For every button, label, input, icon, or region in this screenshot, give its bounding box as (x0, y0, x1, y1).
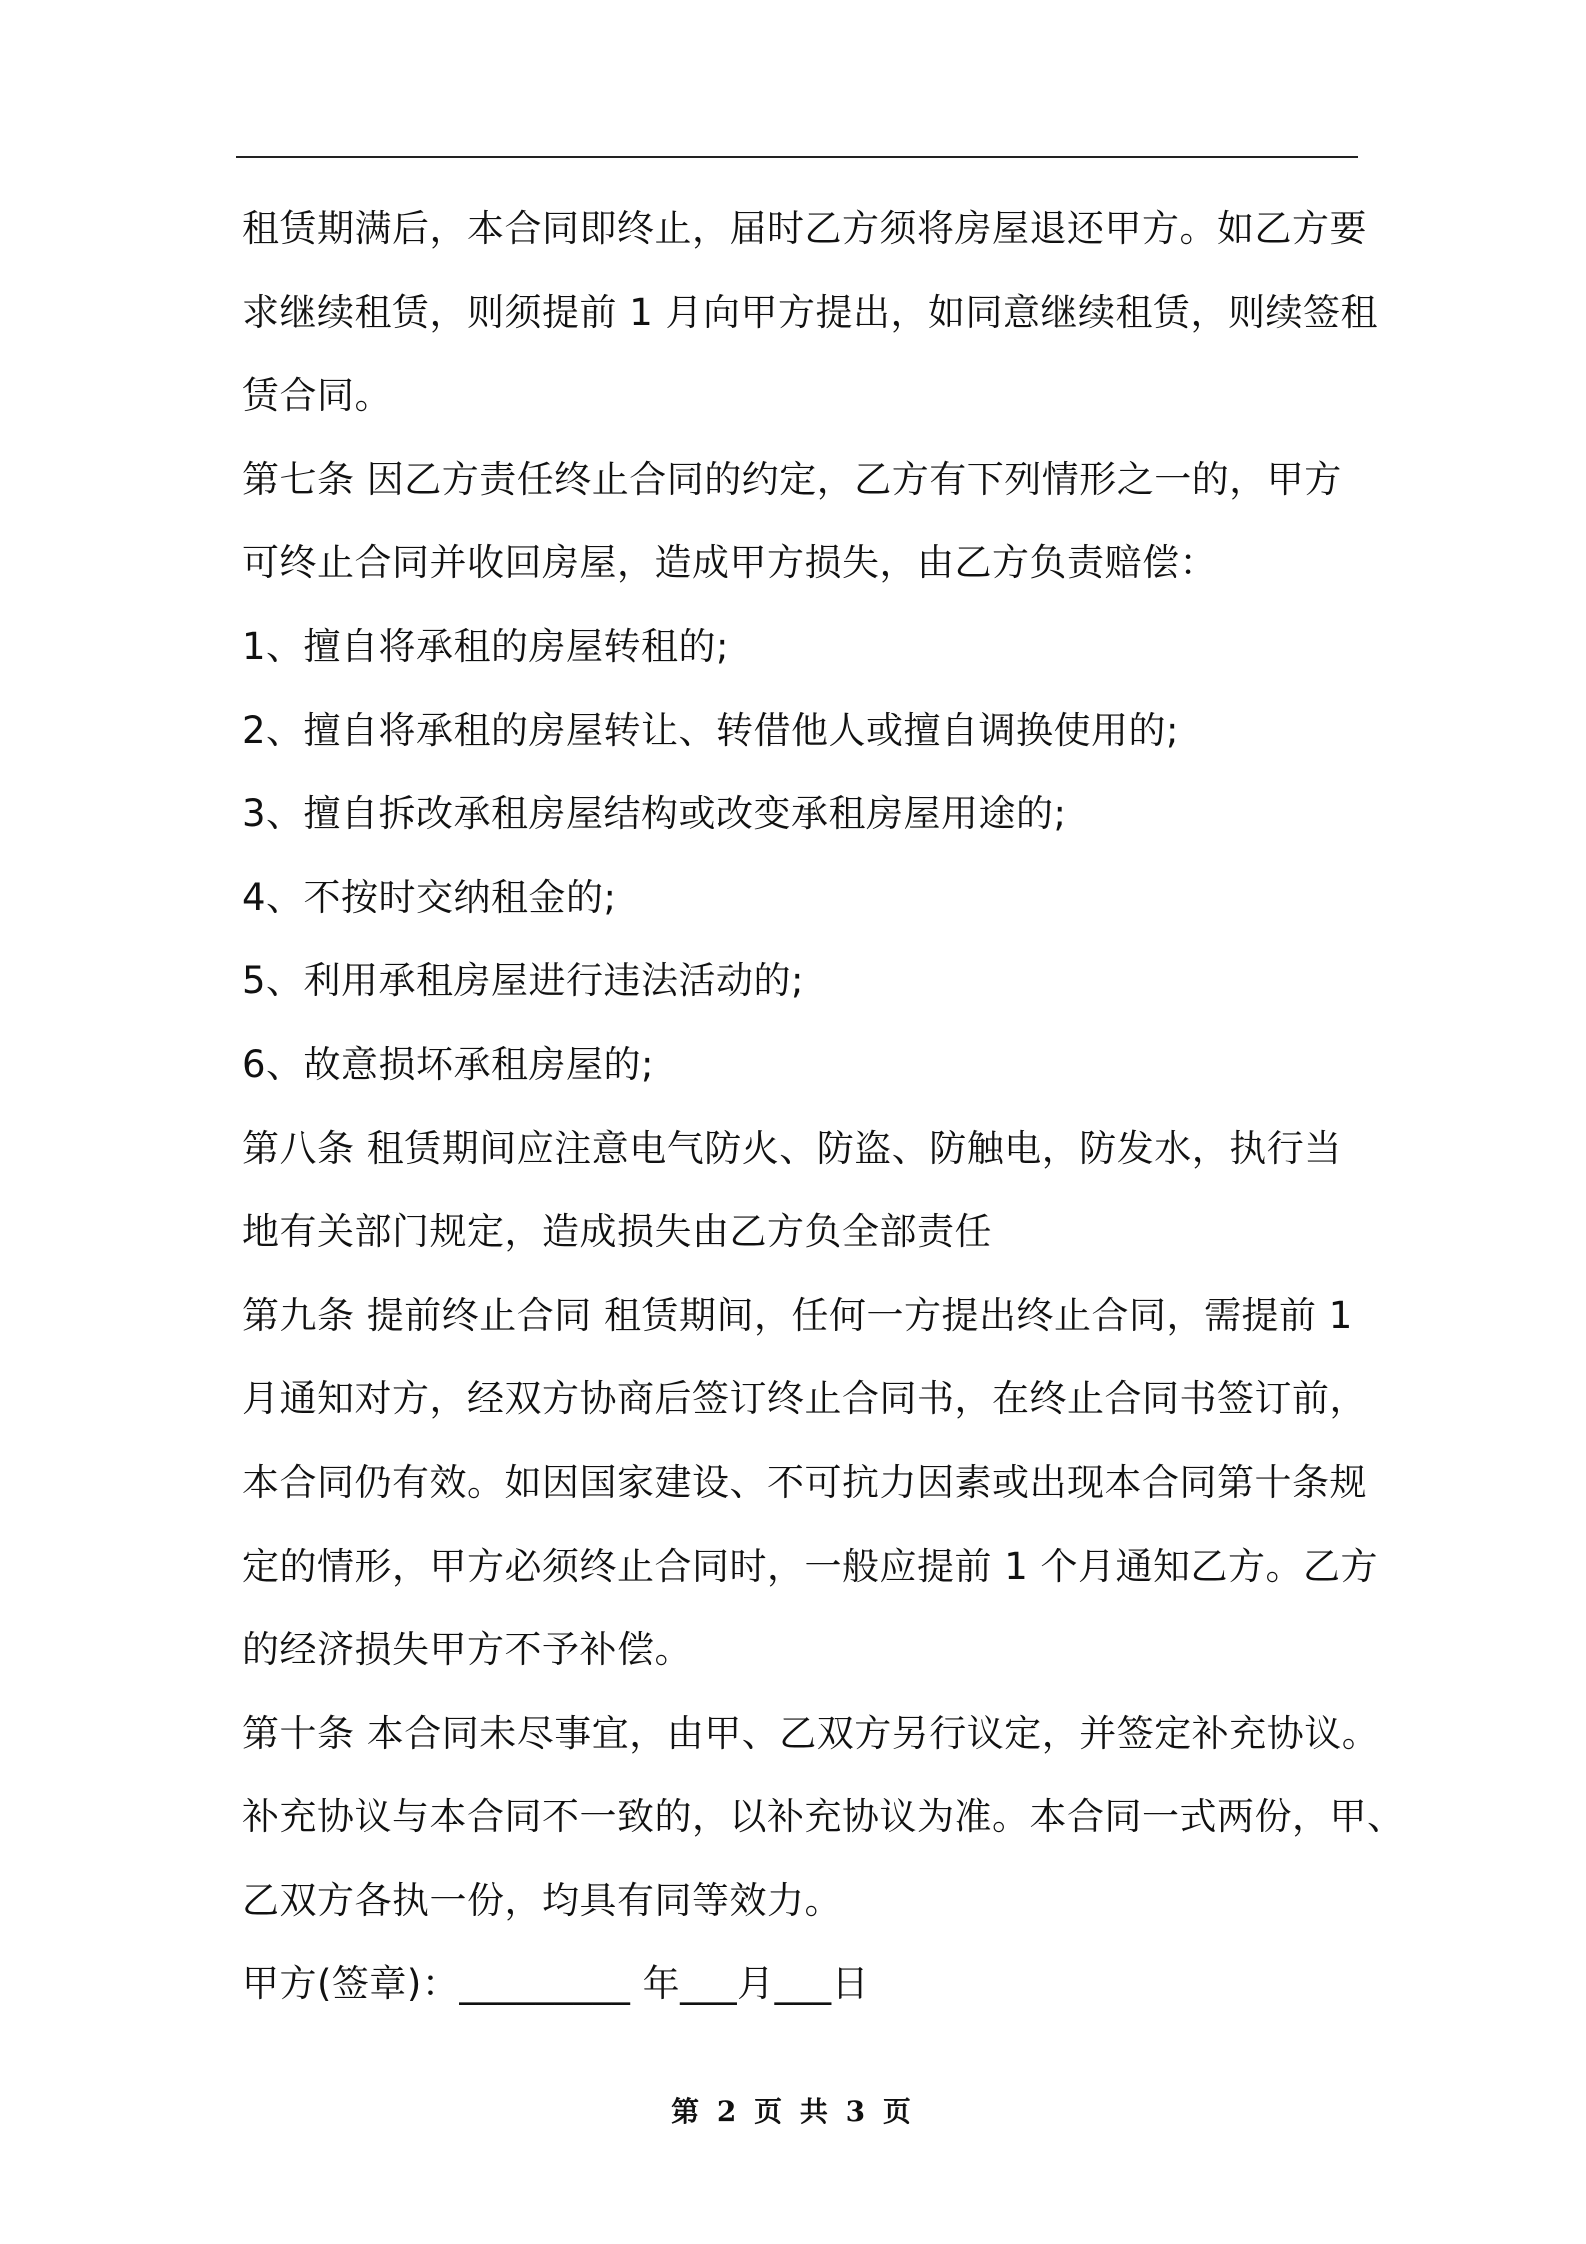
list-item: 2、擅自将承租的房屋转让、转借他人或擅自调换使用的; (242, 708, 1180, 752)
article-10-heading: 第十条 本合同未尽事宜，由甲、乙双方另行议定，并签定补充协议。 (242, 1711, 1380, 1755)
list-item: 6、故意损坏承租房屋的; (242, 1042, 655, 1086)
list-item: 4、不按时交纳租金的; (242, 875, 617, 919)
text-line: 赁合同。 (242, 374, 392, 418)
text-line: 定的情形，甲方必须终止合同时，一般应提前 1 个月通知乙方。乙方 (242, 1544, 1379, 1588)
article-8-heading: 第八条 租赁期间应注意电气防火、防盗、防触电，防发水，执行当 (242, 1126, 1342, 1170)
signature-line: 甲方(签章)：_________ 年___月___日 (242, 1962, 870, 2006)
text-line: 的经济损失甲方不予补偿。 (242, 1628, 692, 1672)
text-line: 月通知对方，经双方协商后签订终止合同书，在终止合同书签订前， (242, 1377, 1367, 1421)
list-item: 3、擅自拆改承租房屋结构或改变承租房屋用途的; (242, 792, 1067, 836)
article-7-heading: 第七条 因乙方责任终止合同的约定，乙方有下列情形之一的，甲方 (242, 457, 1342, 501)
page-number: 第 2 页 共 3 页 (671, 2095, 915, 2128)
text-line: 地有关部门规定，造成损失由乙方负全部责任 (242, 1210, 992, 1254)
list-item: 5、利用承租房屋进行违法活动的; (242, 959, 805, 1003)
text-line: 可终止合同并收回房屋，造成甲方损失，由乙方负责赔偿： (242, 541, 1217, 585)
text-line: 补充协议与本合同不一致的，以补充协议为准。本合同一式两份，甲、 (242, 1795, 1405, 1839)
text-line: 本合同仍有效。如因国家建设、不可抗力因素或出现本合同第十条规 (242, 1460, 1367, 1504)
text-line: 租赁期满后，本合同即终止，届时乙方须将房屋退还甲方。如乙方要 (242, 207, 1367, 250)
article-9-heading: 第九条 提前终止合同 租赁期间，任何一方提出终止合同，需提前 1 (242, 1293, 1353, 1337)
header-rule (236, 156, 1358, 158)
list-item: 1、擅自将承租的房屋转租的; (242, 624, 730, 668)
text-line: 乙双方各执一份，均具有同等效力。 (242, 1878, 842, 1922)
contract-body (242, 200, 1405, 2039)
text-line: 求继续租赁，则须提前 1 月向甲方提出，如同意继续租赁，则续签租 (242, 290, 1379, 334)
